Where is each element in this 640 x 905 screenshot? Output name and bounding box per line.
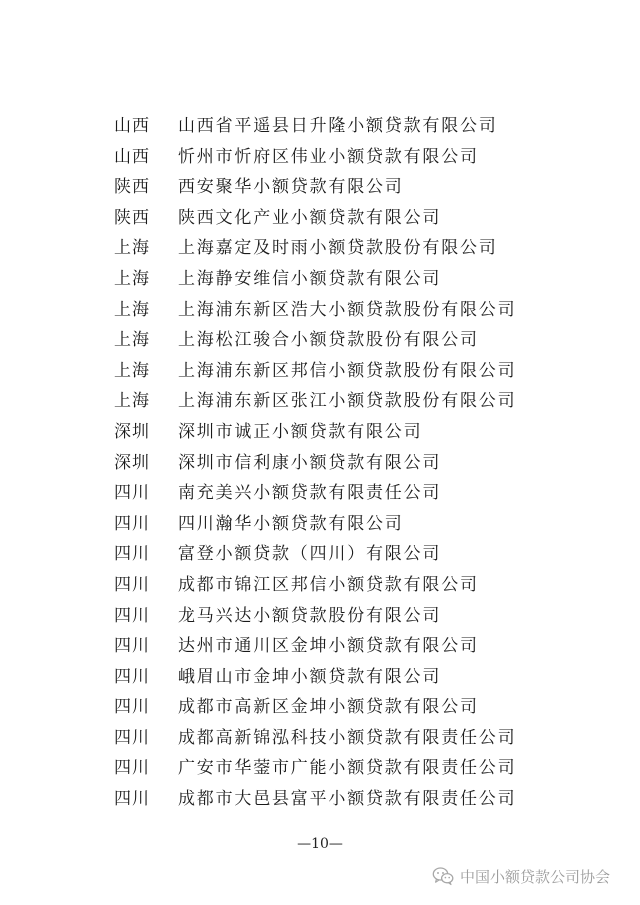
region-label: 上海 [114, 268, 150, 289]
wechat-icon [432, 866, 454, 886]
region-label: 四川 [114, 666, 150, 687]
company-name: 四川瀚华小额贷款有限公司 [178, 513, 404, 534]
region-label: 深圳 [114, 452, 150, 473]
region-label: 深圳 [114, 421, 150, 442]
region-label: 四川 [114, 605, 150, 626]
list-item [0, 233, 640, 264]
company-name: 上海浦东新区张江小额贷款股份有限公司 [178, 391, 517, 412]
list-item [0, 692, 640, 723]
company-name: 成都市大邑县富平小额贷款有限责任公司 [178, 789, 517, 810]
list-item [0, 448, 640, 479]
company-name: 峨眉山市金坤小额贷款有限公司 [178, 666, 442, 687]
company-name: 达州市通川区金坤小额贷款有限公司 [178, 636, 479, 657]
region-label: 陕西 [114, 177, 150, 198]
list-item [0, 325, 640, 356]
company-name: 陕西文化产业小额贷款有限公司 [178, 207, 442, 228]
list-item [0, 662, 640, 693]
list-item [0, 203, 640, 234]
company-name: 成都市高新区金坤小额贷款有限公司 [178, 697, 479, 718]
list-item [0, 509, 640, 540]
company-name: 上海浦东新区邦信小额贷款股份有限公司 [178, 360, 517, 381]
company-name: 山西省平遥县日升隆小额贷款有限公司 [178, 116, 498, 136]
region-label: 上海 [114, 238, 150, 259]
company-name: 广安市华蓥市广能小额贷款有限责任公司 [178, 758, 517, 779]
region-label: 四川 [114, 544, 150, 565]
list-item [0, 723, 640, 754]
watermark [432, 864, 610, 888]
region-label: 上海 [114, 360, 150, 381]
list-item [0, 356, 640, 387]
company-name: 深圳市信利康小额贷款有限公司 [178, 452, 442, 473]
region-label: 山西 [114, 146, 150, 167]
company-list [0, 111, 640, 815]
company-name: 成都高新锦泓科技小额贷款有限责任公司 [178, 727, 517, 748]
region-label: 四川 [114, 636, 150, 657]
region-label: 四川 [114, 727, 150, 748]
list-item [0, 784, 640, 815]
company-name: 龙马兴达小额贷款股份有限公司 [178, 605, 442, 626]
list-item [0, 264, 640, 295]
list-item [0, 601, 640, 632]
list-item [0, 570, 640, 601]
region-label: 四川 [114, 789, 150, 810]
list-item [0, 386, 640, 417]
list-item [0, 172, 640, 203]
company-name: 忻州市忻府区伟业小额贷款有限公司 [178, 146, 479, 167]
region-label: 上海 [114, 299, 150, 320]
company-name: 上海松江骏合小额贷款股份有限公司 [178, 330, 479, 351]
list-item [0, 142, 640, 173]
company-name: 上海静安维信小额贷款有限公司 [178, 268, 442, 289]
list-item [0, 295, 640, 326]
region-label: 四川 [114, 697, 150, 718]
company-name: 深圳市诚正小额贷款有限公司 [178, 421, 423, 442]
company-name: 成都市锦江区邦信小额贷款有限公司 [178, 574, 479, 595]
company-name: 南充美兴小额贷款有限责任公司 [178, 483, 442, 504]
list-item [0, 539, 640, 570]
region-label: 上海 [114, 391, 150, 412]
company-name: 西安聚华小额贷款有限公司 [178, 177, 404, 198]
list-item [0, 631, 640, 662]
region-label: 四川 [114, 513, 150, 534]
company-name: 富登小额贷款（四川）有限公司 [178, 544, 442, 565]
watermark-text: 中国小额贷款公司协会 [460, 867, 611, 886]
list-item [0, 478, 640, 509]
region-label: 四川 [114, 758, 150, 779]
list-item [0, 111, 640, 142]
list-item [0, 753, 640, 784]
region-label: 陕西 [114, 207, 150, 228]
region-label: 四川 [114, 483, 150, 504]
company-name: 上海嘉定及时雨小额贷款股份有限公司 [178, 238, 498, 259]
page-number: —10— [297, 836, 343, 852]
region-label: 上海 [114, 330, 150, 351]
region-label: 山西 [114, 116, 150, 136]
region-label: 四川 [114, 574, 150, 595]
company-name: 上海浦东新区浩大小额贷款股份有限公司 [178, 299, 517, 320]
list-item [0, 417, 640, 448]
